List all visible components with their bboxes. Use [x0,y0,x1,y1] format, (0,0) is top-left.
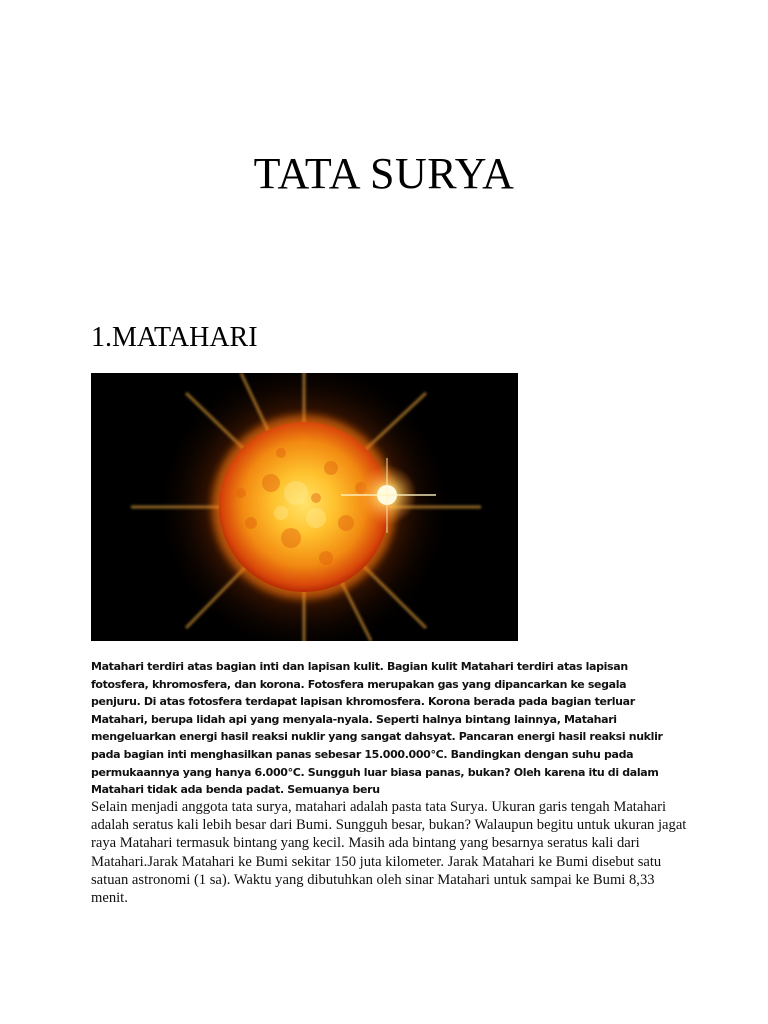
sun-photo-icon [91,373,518,641]
paragraph-sun-facts: Selain menjadi anggota tata surya, matahari adalah pasta tata Surya. Ukuran garis tengah Matahari adalah seratus kali lebih besar dari Bumi. Sungguh besar, bukan? Walaupun begitu untuk ukuran jagat raya Matahari termasuk bintang yang kecil. Masih ada bintang yang besarnya seratus kali dari Matahari.Jarak Matahari ke Bumi sekitar 150 juta kilometer. Jarak Matahari ke Bumi disebut satu satuan astronomi (1 sa). Waktu yang dibutuhkan oleh sinar Matahari untuk sampai ke Bumi 8,33 menit. [91,799,687,907]
section-heading-matahari: 1.MATAHARI [91,322,258,353]
paragraph-sun-structure: Matahari terdiri atas bagian inti dan lapisan kulit. Bagian kulit Matahari terdiri atas lapisan fotosfera, khromosfera, dan korona. Fotosfera merupakan gas yang dipancarkan ke segala penjuru. Di atas fotosfera terdapat lapisan khromosfera. Korona berada pada bagian terluar Matahari, berupa lidah api yang menyala-nyala. Seperti halnya bintang lainnya, Matahari mengeluarkan energi hasil reaksi nuklir yang sangat dahsyat. Pancaran energi hasil reaksi nuklir pada bagian inti menghasilkan panas sebesar 15.000.000°C. Bandingkan dengan suhu pada permukaannya yang hanya 6.000°C. Sungguh luar biasa panas, bukan? Oleh karena itu di dalam Matahari tidak ada benda padat. Semuanya beru [91,660,663,797]
sun-image [91,373,518,641]
document-title: TATA SURYA [253,149,515,198]
